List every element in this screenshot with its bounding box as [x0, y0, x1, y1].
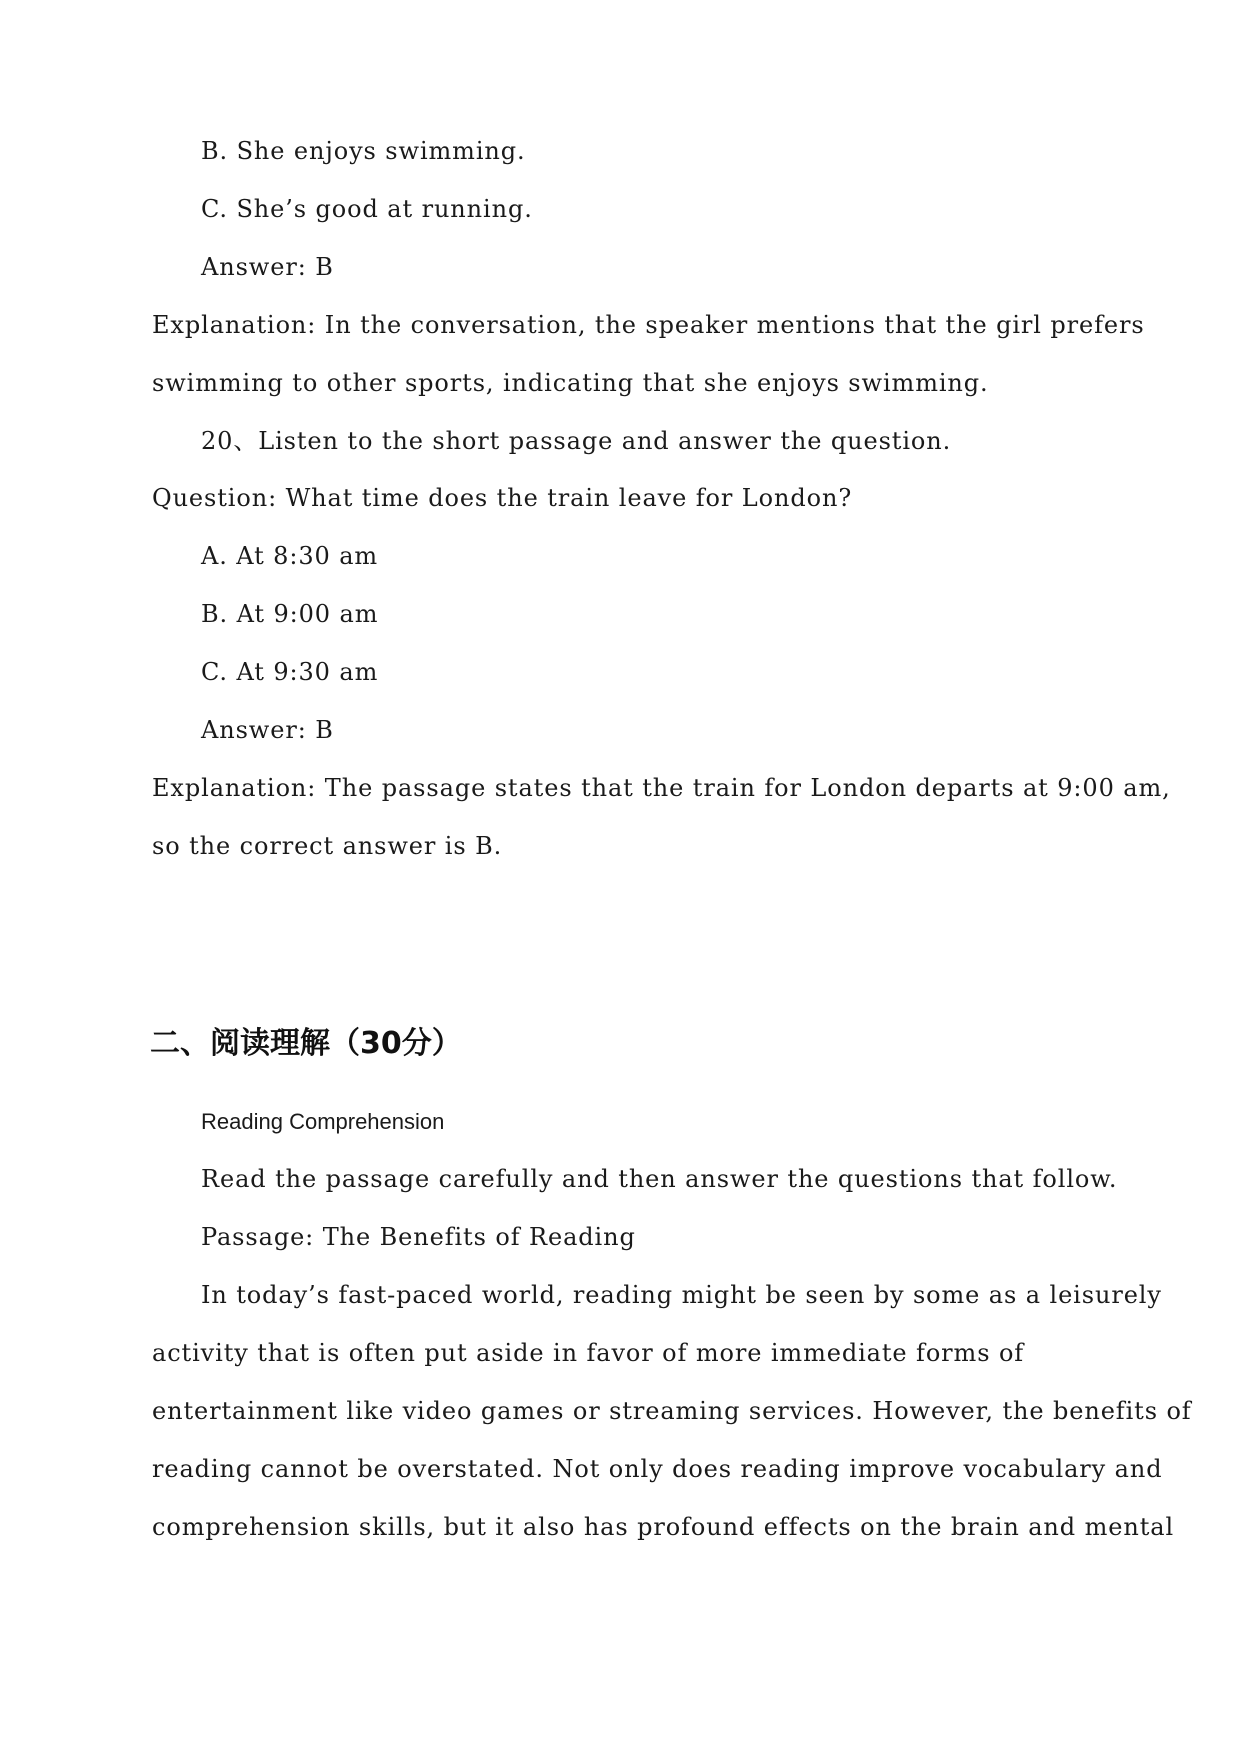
passage-line: entertainment like video games or streaming services. However, the benefits of	[152, 1397, 1192, 1425]
q20-option-a: A. At 8:30 am	[201, 542, 379, 570]
reading-instruction: Read the passage carefully and then answer the questions that follow.	[201, 1165, 1118, 1193]
q20-prompt: 20、Listen to the short passage and answer the question.	[201, 427, 952, 455]
q19-answer: Answer: B	[201, 253, 334, 281]
q19-option-c: C. She’s good at running.	[201, 195, 533, 223]
q20-option-b: B. At 9:00 am	[201, 600, 379, 628]
passage-title: Passage: The Benefits of Reading	[201, 1223, 636, 1251]
passage-line: reading cannot be overstated. Not only does reading improve vocabulary and	[152, 1455, 1163, 1483]
q19-explanation-line-1: Explanation: In the conversation, the speaker mentions that the girl prefers	[152, 311, 1145, 339]
section-heading-reading: 二、阅读理解（30分）	[150, 1026, 462, 1061]
q20-explanation-line-1: Explanation: The passage states that the train for London departs at 9:00 am,	[152, 774, 1171, 802]
passage-line: In today’s fast-paced world, reading might be seen by some as a leisurely	[201, 1281, 1162, 1309]
q20-answer: Answer: B	[201, 716, 334, 744]
q19-explanation-line-2: swimming to other sports, indicating that she enjoys swimming.	[152, 369, 989, 397]
q20-question: Question: What time does the train leave for London?	[152, 484, 853, 512]
passage-line: activity that is often put aside in favor of more immediate forms of	[152, 1339, 1025, 1367]
q19-option-b: B. She enjoys swimming.	[201, 137, 526, 165]
reading-subheading: Reading Comprehension	[201, 1109, 445, 1134]
passage-line: comprehension skills, but it also has profound effects on the brain and mental	[152, 1513, 1175, 1541]
q20-explanation-line-2: so the correct answer is B.	[152, 832, 503, 860]
q20-option-c: C. At 9:30 am	[201, 658, 379, 686]
